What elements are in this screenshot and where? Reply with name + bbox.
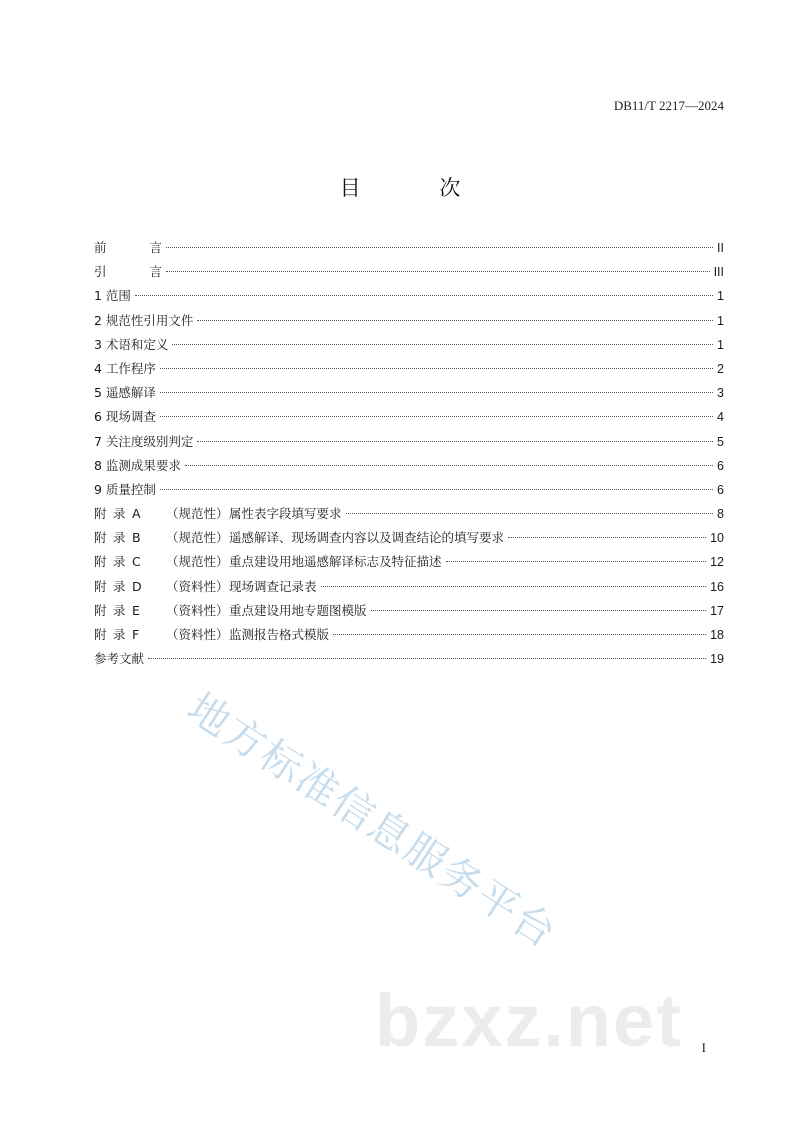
toc-leader-dots (166, 271, 710, 272)
appendix-prefix: 录 (113, 578, 126, 594)
toc-leader-dots (148, 658, 706, 659)
toc-entry[interactable] (94, 430, 724, 454)
toc-appendix-entry[interactable] (94, 575, 724, 599)
toc-appendix-label (94, 623, 329, 647)
toc-entry-page: III (713, 265, 724, 280)
appendix-kind: （资料性） (166, 627, 229, 642)
toc-leader-dots (346, 513, 714, 514)
appendix-letter: D (132, 578, 142, 594)
toc-leader-dots (160, 392, 713, 393)
toc-entry[interactable] (94, 381, 724, 405)
appendix-title: 属性表字段填写要求 (229, 506, 342, 522)
toc-entry-page: 16 (710, 579, 724, 594)
appendix-prefix: 附 (94, 530, 107, 546)
toc-entry-label: 6 现场调查 (94, 409, 156, 425)
appendix-kind: （规范性） (166, 530, 229, 546)
appendix-kind: （资料性） (166, 602, 229, 618)
toc-entry-page: 18 (710, 628, 724, 642)
appendix-letter: C (132, 554, 141, 570)
toc-entry-label: 4 工作程序 (94, 360, 156, 376)
toc-appendix-label (94, 526, 504, 550)
appendix-prefix: 录 (113, 506, 126, 522)
toc-appendix-entry[interactable] (94, 550, 724, 574)
toc-entry-label: 8 监测成果要求 (94, 457, 181, 473)
toc-leader-dots (508, 537, 706, 538)
toc-entry-label: 2 规范性引用文件 (94, 312, 194, 328)
appendix-letter: F (132, 627, 140, 642)
toc-leader-dots (446, 561, 707, 562)
watermark-site-logo: bzxz.net (375, 979, 683, 1062)
toc-leader-dots (197, 320, 713, 321)
appendix-prefix: 录 (113, 530, 126, 546)
appendix-title: 监测报告格式模版 (229, 627, 330, 642)
toc-appendix-entry[interactable] (94, 502, 724, 526)
toc-entry-page: 4 (717, 410, 724, 425)
appendix-prefix: 附 (94, 578, 107, 594)
appendix-prefix: 附 (94, 554, 107, 570)
toc-entry-page: 3 (717, 386, 724, 401)
toc-entry-label-char: 言 (149, 240, 162, 255)
toc-entry-label (94, 260, 162, 284)
toc-entry-page: 5 (717, 434, 724, 449)
appendix-kind: （资料性） (166, 578, 229, 594)
toc-leader-dots (160, 416, 713, 417)
appendix-letter: B (132, 530, 141, 546)
toc-leader-dots (185, 465, 713, 466)
toc-entry-references[interactable] (94, 647, 724, 671)
toc-appendix-label (94, 550, 442, 574)
toc-entry-page: 1 (717, 289, 724, 304)
toc-entry-label (94, 236, 162, 260)
page-number: I (701, 1040, 706, 1055)
toc-title: 目 次 (339, 176, 497, 200)
toc-leader-dots (197, 441, 713, 442)
toc-appendix-label (94, 575, 317, 599)
toc-leader-dots (172, 344, 713, 345)
appendix-title: 现场调查记录表 (229, 578, 317, 594)
toc-leader-dots (160, 489, 713, 490)
appendix-kind: （规范性） (166, 554, 229, 570)
toc-leader-dots (160, 368, 713, 369)
toc-appendix-entry[interactable] (94, 599, 724, 623)
toc-entry[interactable] (94, 284, 724, 308)
appendix-title: 遥感解译、现场调查内容以及调查结论的填写要求 (229, 530, 505, 546)
toc-entry-page: 6 (717, 458, 724, 473)
appendix-letter: A (132, 506, 141, 522)
toc-entry-label-char: 引 (94, 264, 107, 280)
toc-entry-label: 7 关注度级别判定 (94, 433, 194, 449)
toc-entry-label-char: 前 (94, 240, 107, 255)
toc-entry[interactable] (94, 309, 724, 333)
appendix-prefix: 附 (94, 627, 107, 642)
appendix-prefix: 录 (113, 602, 126, 618)
toc-entry-label: 5 遥感解译 (94, 385, 156, 401)
watermark-platform-text: 地方标准信息服务平台 (178, 683, 566, 958)
toc-entry-page: 19 (710, 652, 724, 667)
toc-entry-label-char: 言 (149, 264, 162, 280)
toc-entry-page: 6 (717, 482, 724, 497)
appendix-title: 重点建设用地遥感解译标志及特征描述 (229, 554, 442, 570)
toc-entry-page: 1 (717, 313, 724, 328)
appendix-prefix: 附 (94, 506, 107, 522)
toc-leader-dots (321, 586, 707, 587)
toc-entry-page: 2 (717, 361, 724, 376)
appendix-kind: （规范性） (166, 506, 229, 522)
toc-entry[interactable] (94, 357, 724, 381)
toc-appendix-label (94, 599, 367, 623)
toc-entry-page: II (717, 241, 724, 255)
toc-leader-dots (166, 247, 713, 248)
toc-leader-dots (371, 610, 707, 611)
toc-entry-page: 17 (710, 603, 724, 618)
toc-entry-page: 12 (710, 555, 724, 570)
toc-entry-label: 3 术语和定义 (94, 336, 169, 352)
toc-appendix-entry[interactable] (94, 623, 724, 647)
appendix-title: 重点建设用地专题图模版 (229, 602, 367, 618)
toc-entry-foreword[interactable] (94, 236, 724, 260)
toc-entry[interactable] (94, 478, 724, 502)
toc-entry-label: 9 质量控制 (94, 481, 156, 497)
toc-entry-page: 1 (717, 337, 724, 352)
toc-entry-label: 参考文献 (94, 651, 145, 667)
toc-entry-label: 1 范围 (94, 288, 131, 304)
appendix-letter: E (132, 602, 140, 618)
toc-entry-page: 10 (710, 531, 724, 546)
appendix-prefix: 录 (113, 627, 126, 642)
doc-number: DB11/T 2217—2024 (613, 98, 724, 113)
toc-leader-dots (135, 295, 713, 296)
toc-entry[interactable] (94, 454, 724, 478)
toc-entry-page: 8 (717, 507, 724, 522)
toc-entry[interactable] (94, 405, 724, 429)
toc-entry[interactable] (94, 333, 724, 357)
appendix-prefix: 附 (94, 602, 107, 618)
appendix-prefix: 录 (113, 554, 126, 570)
toc-appendix-entry[interactable] (94, 526, 724, 550)
toc-appendix-label (94, 502, 342, 526)
toc-leader-dots (333, 634, 706, 635)
table-of-contents (94, 236, 724, 671)
toc-entry-introduction[interactable] (94, 260, 724, 284)
